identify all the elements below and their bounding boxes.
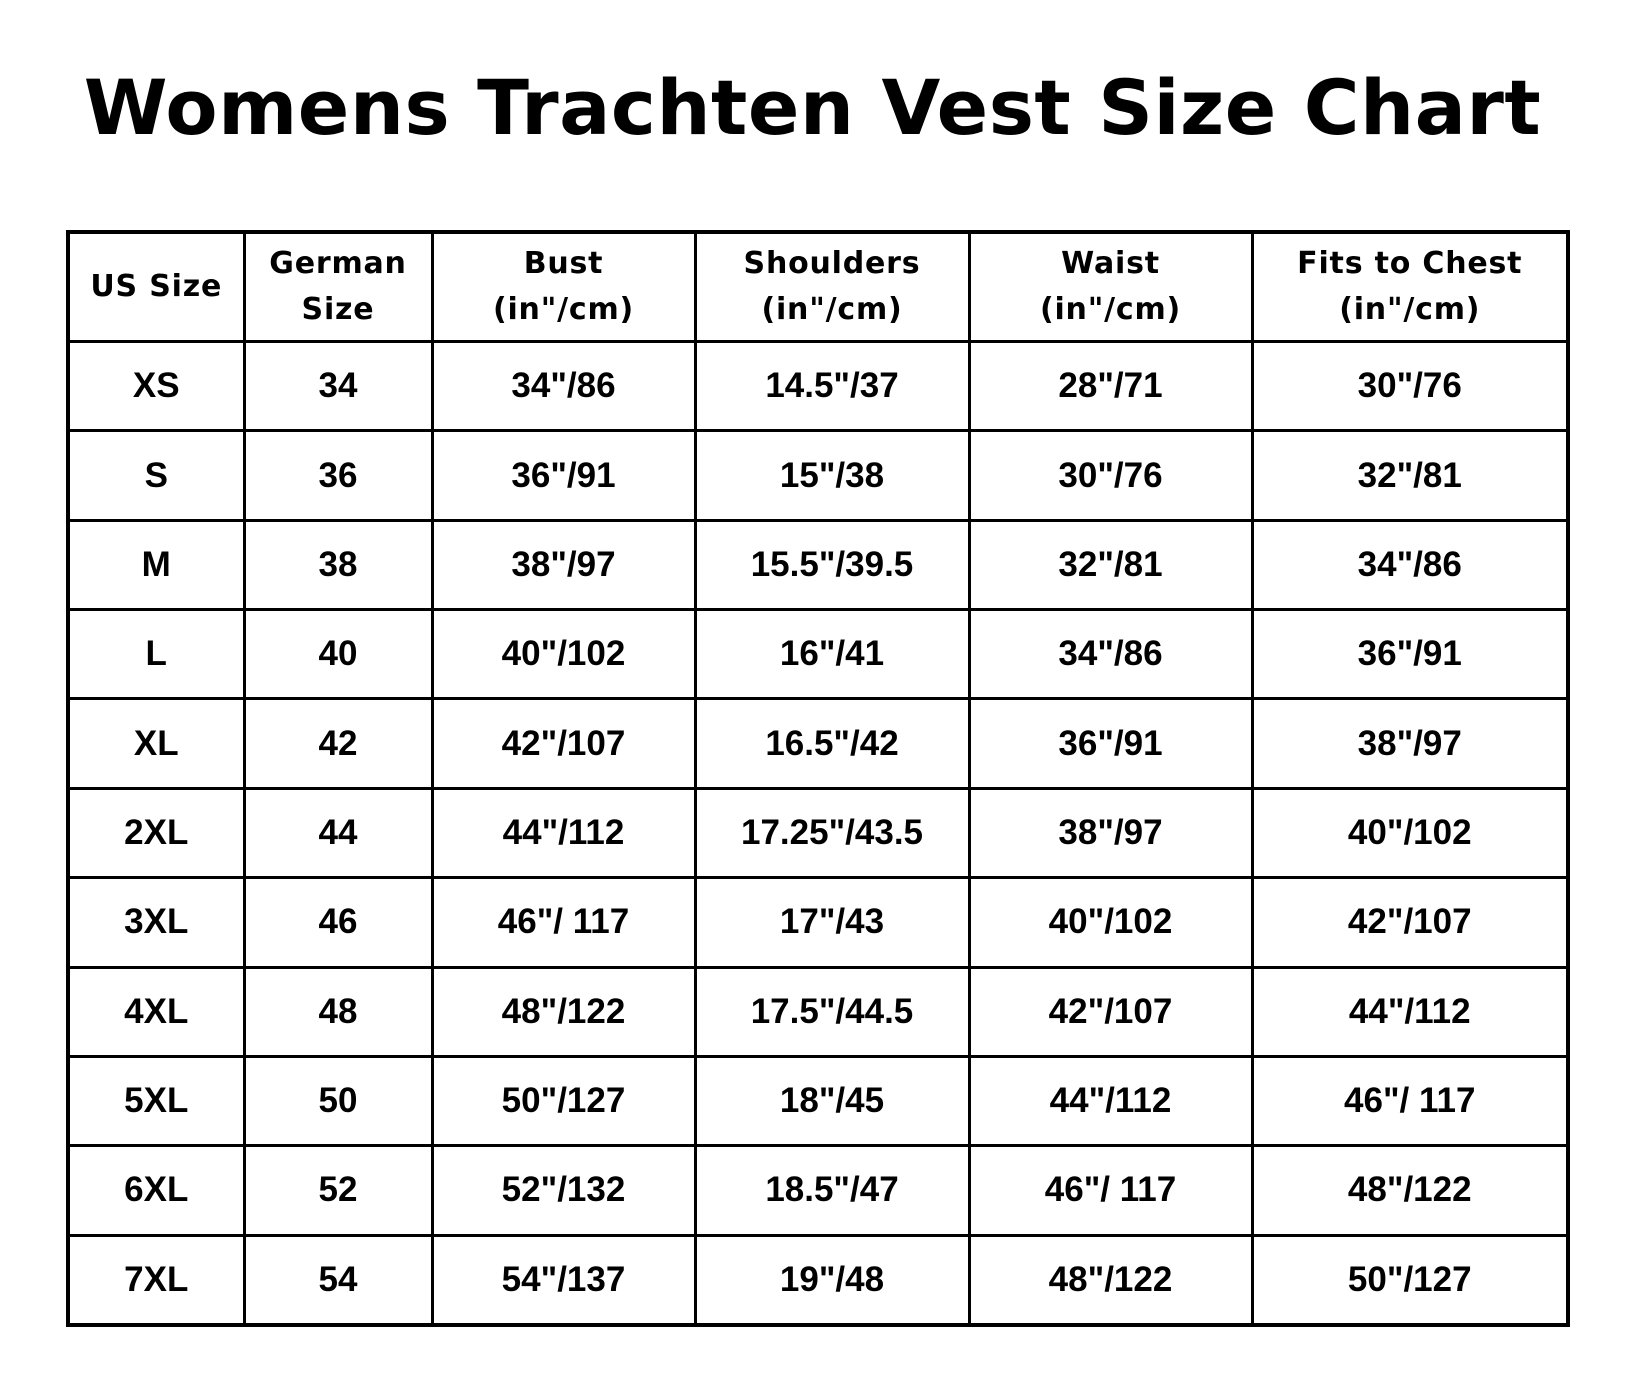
cell-german-size: 42 [244, 699, 432, 788]
header-label: US Size [90, 269, 223, 304]
header-label: Waist [1061, 246, 1160, 281]
cell-waist: 46"/ 117 [969, 1146, 1252, 1235]
table-row [68, 342, 1568, 431]
table-row [68, 1235, 1568, 1325]
size-chart-table [66, 230, 1570, 1327]
cell-fits-to-chest: 50"/127 [1252, 1235, 1568, 1325]
header-unit: (in"/cm) [761, 292, 903, 327]
table-row [68, 520, 1568, 609]
table-row [68, 1146, 1568, 1235]
cell-bust: 36"/91 [432, 431, 695, 520]
header-unit: (in"/cm) [1039, 292, 1182, 327]
cell-shoulders: 16"/41 [695, 610, 969, 699]
cell-german-size: 46 [244, 878, 432, 967]
table-row [68, 967, 1568, 1056]
cell-us-size: XL [68, 699, 244, 788]
header-unit: (in"/cm) [1339, 292, 1481, 327]
table-row [68, 1056, 1568, 1145]
cell-shoulders: 17.5"/44.5 [695, 967, 969, 1056]
cell-fits-to-chest: 42"/107 [1252, 878, 1568, 967]
cell-us-size: 7XL [68, 1235, 244, 1325]
cell-shoulders: 14.5"/37 [695, 342, 969, 431]
header-waist [969, 232, 1252, 342]
cell-waist: 44"/112 [969, 1056, 1252, 1145]
cell-fits-to-chest: 48"/122 [1252, 1146, 1568, 1235]
cell-fits-to-chest: 36"/91 [1252, 610, 1568, 699]
cell-german-size: 38 [244, 520, 432, 609]
cell-bust: 38"/97 [432, 520, 695, 609]
header-unit: (in"/cm) [492, 292, 635, 327]
cell-us-size: XS [68, 342, 244, 431]
table-row [68, 788, 1568, 877]
header-bust [432, 232, 695, 342]
cell-bust: 34"/86 [432, 342, 695, 431]
cell-shoulders: 18"/45 [695, 1056, 969, 1145]
cell-us-size: 5XL [68, 1056, 244, 1145]
table-row [68, 878, 1568, 967]
cell-waist: 36"/91 [969, 699, 1252, 788]
cell-german-size: 40 [244, 610, 432, 699]
cell-fits-to-chest: 34"/86 [1252, 520, 1568, 609]
header-label: German Size [269, 246, 407, 327]
cell-german-size: 44 [244, 788, 432, 877]
cell-us-size: 4XL [68, 967, 244, 1056]
header-fits-to-chest [1252, 232, 1568, 342]
cell-waist: 40"/102 [969, 878, 1252, 967]
table-row [68, 431, 1568, 520]
cell-bust: 48"/122 [432, 967, 695, 1056]
cell-fits-to-chest: 30"/76 [1252, 342, 1568, 431]
header-us-size [68, 232, 244, 342]
cell-shoulders: 15.5"/39.5 [695, 520, 969, 609]
cell-shoulders: 17"/43 [695, 878, 969, 967]
cell-bust: 50"/127 [432, 1056, 695, 1145]
cell-waist: 48"/122 [969, 1235, 1252, 1325]
cell-us-size: M [68, 520, 244, 609]
cell-shoulders: 16.5"/42 [695, 699, 969, 788]
cell-fits-to-chest: 38"/97 [1252, 699, 1568, 788]
cell-bust: 44"/112 [432, 788, 695, 877]
cell-shoulders: 18.5"/47 [695, 1146, 969, 1235]
cell-german-size: 54 [244, 1235, 432, 1325]
cell-shoulders: 17.25"/43.5 [695, 788, 969, 877]
cell-bust: 40"/102 [432, 610, 695, 699]
cell-fits-to-chest: 32"/81 [1252, 431, 1568, 520]
cell-bust: 42"/107 [432, 699, 695, 788]
cell-us-size: 2XL [68, 788, 244, 877]
table-header [68, 232, 1568, 342]
cell-waist: 38"/97 [969, 788, 1252, 877]
table-row [68, 610, 1568, 699]
cell-us-size: S [68, 431, 244, 520]
header-german-size [244, 232, 432, 342]
cell-us-size: L [68, 610, 244, 699]
cell-waist: 30"/76 [969, 431, 1252, 520]
cell-german-size: 36 [244, 431, 432, 520]
cell-fits-to-chest: 40"/102 [1252, 788, 1568, 877]
cell-waist: 28"/71 [969, 342, 1252, 431]
cell-shoulders: 15"/38 [695, 431, 969, 520]
header-label: Fits to Chest [1297, 246, 1523, 281]
table-body [68, 342, 1568, 1326]
cell-waist: 32"/81 [969, 520, 1252, 609]
cell-us-size: 6XL [68, 1146, 244, 1235]
cell-fits-to-chest: 46"/ 117 [1252, 1056, 1568, 1145]
cell-german-size: 50 [244, 1056, 432, 1145]
cell-fits-to-chest: 44"/112 [1252, 967, 1568, 1056]
cell-german-size: 34 [244, 342, 432, 431]
cell-waist: 34"/86 [969, 610, 1252, 699]
cell-bust: 46"/ 117 [432, 878, 695, 967]
cell-shoulders: 19"/48 [695, 1235, 969, 1325]
header-row [68, 232, 1568, 342]
header-shoulders [695, 232, 969, 342]
header-label: Bust [523, 246, 604, 281]
table-row [68, 699, 1568, 788]
cell-us-size: 3XL [68, 878, 244, 967]
cell-bust: 52"/132 [432, 1146, 695, 1235]
cell-bust: 54"/137 [432, 1235, 695, 1325]
cell-german-size: 52 [244, 1146, 432, 1235]
header-label: Shoulders [743, 246, 921, 281]
cell-german-size: 48 [244, 967, 432, 1056]
page-title: Womens Trachten Vest Size Chart [83, 63, 1542, 152]
cell-waist: 42"/107 [969, 967, 1252, 1056]
